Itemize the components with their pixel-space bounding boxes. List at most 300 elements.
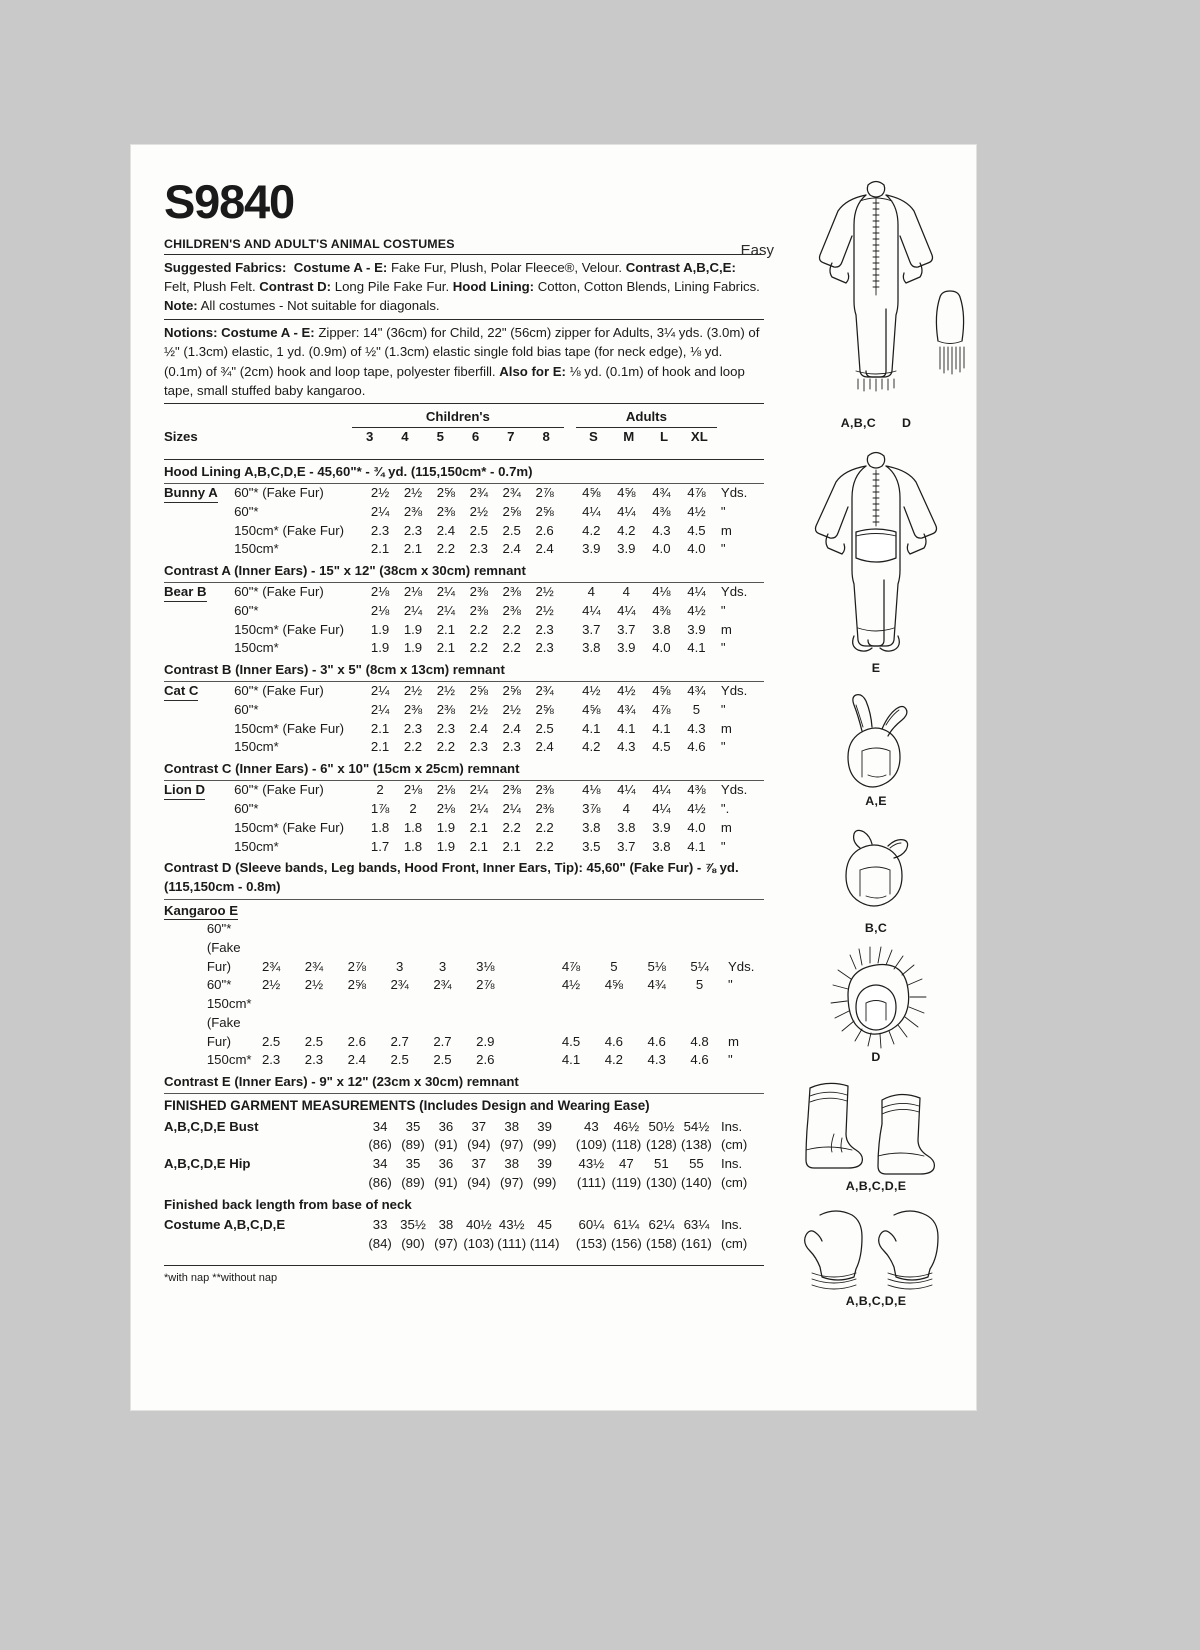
notions-body: Zipper: 14" (36cm) for Child, 22" (56cm) zipper for Adults, 3¼ yds. (3.0m) of ½" (1.3cm) elastic, 1 yd. (0.9m) of ½" (1.3cm) elastic single fold bias tape (for neck edge), ⅛ yd. (0.1m) of ¾" (2cm) hook and loop tape, polyester fiberfill.: [164, 324, 760, 379]
cell-child-3: 2⅝: [436, 485, 456, 501]
cell-child-6: 2.4: [535, 739, 554, 755]
cell-child-6: 2.2: [535, 838, 554, 854]
cell-adult-1: 4½: [582, 683, 601, 699]
notions-also-label: Also for E:: [499, 363, 566, 379]
table-row: [164, 819, 764, 838]
cell-child-2: 1.8: [403, 819, 423, 835]
notions-label: Notions:: [164, 324, 218, 340]
cell-child-4: 2¾: [469, 485, 488, 501]
content-column: [164, 175, 774, 1285]
row-label: A,B,C,D,E Hip: [164, 1156, 251, 1172]
cell-child-3: (91): [434, 1137, 458, 1153]
row-label: [164, 621, 234, 640]
table-row: [164, 838, 764, 857]
table-row: [164, 720, 764, 739]
cell-unit: Ins.: [720, 1216, 743, 1232]
cell-child-1: 1.9: [370, 640, 390, 656]
cell-child-3: 2.3: [436, 720, 456, 736]
cell-child-1: 2.5: [261, 1033, 281, 1049]
cell-adult-1: 4⅞: [561, 958, 581, 974]
cell-child-1: 2¾: [261, 958, 281, 974]
yardage-table-kangaroo-e: [164, 900, 764, 1071]
finished-table: [164, 1118, 764, 1193]
cell-child-3: 2.1: [436, 640, 456, 656]
table-row: [164, 621, 764, 640]
cell-adult-4: 4½: [687, 602, 706, 618]
row-label: [164, 540, 234, 559]
garment-name: Cat C: [164, 683, 198, 701]
cell-child-3: 2½: [436, 683, 456, 699]
fabrics-contrast-d: Contrast D:: [259, 279, 332, 295]
row-label: [164, 701, 234, 720]
table-row: [164, 800, 764, 819]
cell-child-3: (97): [434, 1235, 458, 1251]
cell-adult-2: 4.1: [617, 720, 636, 736]
row-label: A,B,C,D,E Bust: [164, 1118, 259, 1134]
row-label: [164, 682, 234, 701]
booties-illustration: [776, 1070, 976, 1178]
cell-adult-1: 4¼: [582, 602, 601, 618]
lion-mane-illustration: [776, 945, 976, 1049]
cell-adult-1: 60¼: [578, 1216, 605, 1232]
cell-adult-4: 4.3: [687, 720, 706, 736]
fabrics-label: Suggested Fabrics:: [164, 259, 287, 275]
cell-unit: ": [720, 838, 726, 854]
size-child-1: 3: [365, 429, 374, 445]
contrast-note-2: Contrast C (Inner Ears) - 6" x 10" (15cm x 25cm) remnant: [164, 757, 764, 781]
cell-child-2: (89): [401, 1137, 425, 1153]
cell-adult-1: 43: [583, 1118, 599, 1134]
yardage-table-bear-b: [164, 583, 764, 658]
cell-adult-4: 4.0: [687, 541, 706, 557]
cell-child-5: 2.4: [502, 541, 521, 557]
cell-child-1: 34: [372, 1156, 388, 1172]
cell-child-2: 2⅛: [403, 782, 423, 798]
cell-adult-1: 3.7: [582, 621, 601, 637]
figure-caption-e: E: [871, 661, 881, 675]
cell-child-1: 2.1: [370, 541, 390, 557]
cell-adult-4: 4¾: [687, 683, 706, 699]
cell-child-1: 2.3: [261, 1052, 281, 1068]
cell-adult-4: 4.8: [690, 1033, 709, 1049]
cell-child-5: 2⅜: [502, 782, 521, 798]
cell-child-2: 2½: [304, 977, 324, 993]
adults-group-header: Adults: [576, 408, 717, 427]
cell-adult-3: 4.6: [647, 1033, 666, 1049]
row-label: [164, 995, 207, 1051]
row-desc: 150cm*: [234, 541, 279, 557]
size-adult-1: S: [589, 429, 598, 445]
fabrics-costume-range: Costume A - E:: [293, 259, 388, 275]
cell-adult-2: 4: [622, 801, 631, 817]
cell-child-2: 2⅜: [403, 701, 423, 717]
table-row: [164, 602, 764, 621]
figure-caption-mittens: A,B,C,D,E: [845, 1294, 907, 1308]
cell-child-4: 2.4: [469, 720, 488, 736]
cell-adult-3: (128): [645, 1137, 677, 1153]
cell-child-3: (91): [434, 1174, 458, 1190]
cell-unit: m: [720, 720, 732, 736]
cell-child-3: 2¼: [436, 602, 456, 618]
cell-child-1: 2.1: [370, 739, 390, 755]
sizes-header-table: [164, 408, 764, 446]
cell-adult-3: 3.8: [652, 621, 671, 637]
figure-caption-d: D: [901, 416, 912, 430]
row-label: [164, 522, 234, 541]
pattern-number: S9840: [164, 175, 294, 228]
cell-adult-1: 3.8: [582, 819, 601, 835]
yardage-table-bunny-a: [164, 484, 764, 559]
cell-adult-1: 4⅝: [582, 485, 601, 501]
cell-child-2: 1.8: [403, 838, 423, 854]
row-desc: 150cm*: [206, 1052, 252, 1068]
cell-child-6: 45: [537, 1216, 552, 1232]
cell-child-3: 36: [438, 1118, 454, 1134]
hood-lining-line: Hood Lining A,B,C,D,E - 45,60"* - ¾ yd. (115,150cm* - 0.7m): [164, 460, 764, 484]
fabrics-line1-text: Fake Fur, Plush, Polar Fleece®, Velour.: [387, 259, 626, 275]
row-desc: 150cm* (Fake Fur): [206, 996, 252, 1049]
cell-child-4: 40½: [465, 1216, 492, 1232]
cell-child-6: 2.2: [535, 819, 554, 835]
cell-child-1: 2¼: [370, 701, 390, 717]
cell-child-1: 1.9: [370, 621, 390, 637]
cell-unit: Yds.: [727, 958, 755, 974]
cell-child-5: 2⅜: [502, 602, 521, 618]
cell-unit: Ins.: [720, 1118, 743, 1134]
cell-child-2: 2.1: [403, 541, 423, 557]
row-label: [164, 819, 234, 838]
cell-adult-4: 3.9: [687, 621, 706, 637]
cell-adult-1: 3⅞: [582, 801, 601, 817]
cell-adult-4: 55: [689, 1156, 704, 1172]
cell-child-6: 2.4: [535, 541, 554, 557]
sizes-label: Sizes: [164, 429, 198, 445]
table-row: [164, 540, 764, 559]
cell-child-6: 2.9: [476, 1033, 495, 1049]
cell-child-5: (97): [499, 1137, 524, 1153]
row-desc: 150cm*: [234, 640, 279, 656]
cell-child-3: 2⅛: [436, 801, 456, 817]
cell-adult-4: 4½: [687, 801, 706, 817]
table-row: [164, 701, 764, 720]
row-label: [164, 1174, 364, 1193]
row-label: [164, 1051, 207, 1070]
cell-child-6: 2½: [535, 602, 554, 618]
cell-child-2: 2: [409, 801, 417, 817]
cell-child-1: 1.7: [370, 838, 390, 854]
cell-child-1: 2½: [370, 485, 390, 501]
row-desc: 150cm* (Fake Fur): [234, 819, 345, 835]
row-label: [164, 976, 207, 995]
cell-child-6: 39: [537, 1118, 552, 1134]
table-row: [164, 781, 764, 800]
cell-child-4: 3: [395, 958, 404, 974]
row-label: [164, 720, 234, 739]
cell-child-2: 2.5: [304, 1033, 324, 1049]
cell-child-6: 2.6: [476, 1052, 495, 1068]
cell-child-6: 2½: [535, 584, 554, 600]
cell-child-1: 1.8: [370, 819, 390, 835]
note-label: Note:: [164, 298, 198, 314]
row-desc: 60"*: [234, 503, 259, 519]
cell-adult-4: 4.6: [687, 739, 706, 755]
yardage-sections: [164, 484, 764, 1094]
row-desc: 60"*: [234, 801, 259, 817]
kangaroo-illustration: [776, 444, 976, 660]
cell-child-6: 2⅜: [535, 782, 554, 798]
cell-unit: Yds.: [720, 485, 748, 501]
cell-child-1: 2⅛: [370, 584, 390, 600]
cell-adult-4: 5¼: [690, 958, 709, 974]
cell-child-2: (90): [401, 1235, 425, 1251]
cell-adult-2: 4.3: [617, 739, 636, 755]
cell-child-5: 2¼: [502, 801, 521, 817]
cell-child-3: 1.9: [436, 838, 456, 854]
row-label: [164, 920, 207, 976]
row-label: [164, 1136, 364, 1155]
children-group-header: Children's: [352, 408, 564, 427]
notions-also-text: ⅛ yd. (0.1m) of hook and loop tape, small stuffed baby kangaroo.: [164, 363, 745, 399]
cell-unit: m: [727, 1033, 739, 1049]
cell-adult-3: 3.8: [652, 838, 671, 854]
cell-child-1: (86): [368, 1174, 392, 1190]
illustration-column: [776, 165, 976, 1308]
cell-adult-4: 4.0: [687, 819, 706, 835]
table-row: [164, 682, 764, 701]
size-adult-2: M: [623, 429, 635, 445]
size-adult-4: XL: [690, 429, 708, 445]
contrast-note-0: Contrast A (Inner Ears) - 15" x 12" (38cm x 30cm) remnant: [164, 559, 764, 583]
row-label: [164, 602, 234, 621]
table-row: [164, 1235, 764, 1254]
cell-adult-3: 4.5: [652, 739, 671, 755]
cell-adult-4: 4.1: [687, 838, 706, 854]
cell-child-2: 35: [405, 1156, 421, 1172]
table-row: [164, 1216, 764, 1235]
cell-child-5: 2⅝: [502, 683, 521, 699]
cell-adult-1: 4.5: [561, 1033, 581, 1049]
contrast-note-3: Contrast D (Sleeve bands, Leg bands, Hood Front, Inner Ears, Tip): 45,60" (Fake Fur) - ⅞ yd. (115,150cm - 0.8m): [164, 856, 764, 899]
size-child-6: 8: [542, 429, 550, 445]
figure-booties: [776, 1070, 976, 1193]
yardage-table-cat-c: [164, 682, 764, 757]
cell-adult-3: 4⅜: [652, 602, 671, 618]
cell-child-5: 2.1: [502, 838, 521, 854]
cell-adult-2: 3.8: [617, 819, 636, 835]
cell-child-5: 3: [438, 958, 447, 974]
cell-child-3: 2⅝: [347, 977, 366, 993]
cell-adult-1: 4¼: [582, 503, 601, 519]
cell-child-2: 2½: [403, 485, 423, 501]
figure-mittens: [776, 1201, 976, 1308]
contrast-note-4: Contrast E (Inner Ears) - 9" x 12" (23cm x 30cm) remnant: [164, 1070, 764, 1094]
cell-adult-4: 4½: [687, 503, 706, 519]
cell-child-2: 2½: [403, 683, 423, 699]
cell-child-4: 2.2: [469, 621, 488, 637]
cell-child-1: 2: [376, 782, 384, 798]
cell-child-1: (84): [368, 1235, 392, 1251]
cell-child-1: 2⅛: [370, 602, 390, 618]
sizes-row: [164, 428, 764, 447]
cell-unit: ": [727, 977, 733, 993]
cell-child-5: (111): [497, 1235, 527, 1251]
cell-child-6: (114): [529, 1235, 560, 1251]
cell-adult-3: 4.3: [647, 1052, 666, 1068]
cell-adult-1: (153): [575, 1235, 607, 1251]
figure-bunny-hood: [776, 689, 976, 808]
cell-adult-2: 3.7: [617, 621, 636, 637]
fabrics-line2-text: Long Pile Fake Fur.: [331, 279, 453, 295]
backlength-table: [164, 1216, 764, 1253]
cell-child-5: 2.7: [433, 1033, 452, 1049]
cell-unit: m: [720, 621, 732, 637]
cell-child-4: 37: [471, 1156, 487, 1172]
table-row: [164, 522, 764, 541]
cell-child-2: 2¼: [403, 602, 423, 618]
cell-unit: ".: [720, 801, 730, 817]
cell-child-6: 3⅛: [476, 958, 495, 974]
cell-child-5: 2½: [502, 701, 521, 717]
row-desc: 60"*: [206, 977, 232, 993]
cell-adult-3: 4.1: [652, 720, 671, 736]
cell-child-5: 2.4: [502, 720, 521, 736]
size-child-3: 5: [436, 429, 444, 445]
cell-adult-1: 4.2: [582, 739, 601, 755]
cell-adult-2: 4¼: [617, 503, 636, 519]
cell-child-5: 43½: [498, 1216, 525, 1232]
cell-adult-4: (140): [681, 1174, 712, 1190]
cell-adult-4: (161): [681, 1235, 712, 1251]
row-desc: 150cm* (Fake Fur): [234, 522, 345, 538]
cell-child-6: 39: [537, 1156, 552, 1172]
cell-adult-3: 4.0: [652, 541, 671, 557]
cell-adult-1: 4.1: [582, 720, 601, 736]
cell-child-3: 2¼: [436, 584, 456, 600]
table-row: [164, 1051, 764, 1070]
cell-child-1: 2½: [261, 977, 281, 993]
cell-child-4: 2.3: [469, 739, 488, 755]
cell-adult-1: 4: [587, 584, 595, 600]
row-label: [164, 503, 234, 522]
cell-adult-3: 4¼: [652, 782, 671, 798]
cell-adult-1: 4½: [561, 977, 581, 993]
cell-child-1: 33: [372, 1216, 388, 1232]
cell-adult-2: 4¼: [617, 782, 636, 798]
cell-adult-3: 3.9: [652, 819, 671, 835]
cell-adult-2: 3.9: [617, 640, 636, 656]
cell-child-4: 2½: [469, 701, 488, 717]
cell-unit: ": [720, 602, 726, 618]
notions-costume-range: Costume A - E:: [217, 324, 315, 340]
cell-child-6: 2.5: [535, 720, 554, 736]
cell-child-3: 1.9: [436, 819, 456, 835]
cell-child-3: 38: [438, 1216, 454, 1232]
cell-child-2: 1.9: [403, 640, 423, 656]
cell-child-1: 2¼: [370, 503, 390, 519]
fabrics-hood-lining: Hood Lining:: [452, 279, 535, 295]
cell-adult-4: 4.5: [687, 522, 706, 538]
cell-child-5: 2¾: [502, 485, 521, 501]
cell-child-5: 2⅝: [502, 503, 521, 519]
cell-child-2: 2⅛: [403, 584, 423, 600]
row-desc: 150cm*: [234, 838, 279, 854]
cell-child-4: 2.5: [469, 522, 488, 538]
cell-child-6: 2⅞: [535, 485, 554, 501]
bunny-hood-illustration: [776, 689, 976, 793]
table-row: [164, 976, 764, 995]
table-row: [164, 920, 764, 976]
cell-adult-4: (138): [681, 1137, 712, 1153]
table-row: [164, 1174, 764, 1193]
cell-child-6: 2¾: [535, 683, 554, 699]
table-row: [164, 484, 764, 503]
row-desc: 60"* (Fake Fur): [234, 584, 324, 600]
cell-adult-3: 4.0: [652, 640, 671, 656]
cell-child-3: 2.2: [436, 541, 456, 557]
cell-child-5: 38: [504, 1156, 520, 1172]
cell-child-6: 2⅝: [535, 503, 554, 519]
cell-adult-2: 4⅝: [604, 977, 624, 993]
cell-child-1: 1⅞: [370, 801, 390, 817]
cell-child-6: 2⅞: [476, 977, 495, 993]
cell-child-2: 2.3: [403, 720, 423, 736]
row-label: [164, 781, 234, 800]
cell-adult-2: 61¼: [613, 1216, 640, 1232]
table-row: [164, 1155, 764, 1174]
cell-adult-2: 46½: [613, 1118, 640, 1134]
cell-child-5: 38: [504, 1118, 520, 1134]
cell-child-5: 2.5: [433, 1052, 452, 1068]
cell-child-2: 2.3: [304, 1052, 324, 1068]
cell-child-5: 2⅜: [502, 584, 521, 600]
contrast-note-1: Contrast B (Inner Ears) - 3" x 5" (8cm x 13cm) remnant: [164, 658, 764, 682]
cell-child-4: 2½: [469, 503, 488, 519]
cell-adult-3: 4¼: [652, 801, 671, 817]
cell-child-4: 2.1: [469, 819, 488, 835]
cell-child-4: 2⅜: [469, 602, 488, 618]
cell-child-3: 2.1: [436, 621, 456, 637]
cell-adult-3: 51: [654, 1156, 669, 1172]
cell-child-3: 2.4: [347, 1052, 366, 1068]
cell-adult-1: 4⅝: [582, 701, 601, 717]
cell-child-4: (94): [467, 1174, 491, 1190]
row-label: Costume A,B,C,D,E: [164, 1216, 286, 1232]
figure-caption-bc: B,C: [864, 921, 888, 935]
cell-adult-3: 4⅝: [652, 683, 671, 699]
cell-adult-2: 4⅝: [617, 485, 636, 501]
page-title: CHILDREN'S AND ADULT'S ANIMAL COSTUMES: [164, 237, 764, 255]
cell-adult-1: 4.1: [561, 1052, 581, 1068]
cell-child-4: 2⅝: [469, 683, 488, 699]
garment-name: Kangaroo E: [164, 900, 764, 921]
cell-child-6: 2.6: [535, 522, 554, 538]
cell-adult-3: 62¼: [648, 1216, 675, 1232]
cell-child-4: 2.7: [390, 1033, 409, 1049]
garment-name-row: [164, 900, 764, 921]
cell-adult-2: 4: [622, 584, 631, 600]
cell-unit: Yds.: [720, 584, 748, 600]
cell-adult-1: 4⅛: [582, 782, 601, 798]
cell-adult-2: 47: [619, 1156, 634, 1172]
cell-child-2: (89): [401, 1174, 425, 1190]
cell-child-3: 2⅜: [436, 503, 456, 519]
cell-adult-3: 4⅜: [652, 503, 671, 519]
jumpsuit-illustration: [776, 165, 976, 415]
cell-unit: ": [720, 739, 726, 755]
figure-caption-booties: A,B,C,D,E: [845, 1179, 907, 1193]
cell-adult-1: (111): [576, 1174, 606, 1190]
cell-unit: ": [727, 1052, 733, 1068]
